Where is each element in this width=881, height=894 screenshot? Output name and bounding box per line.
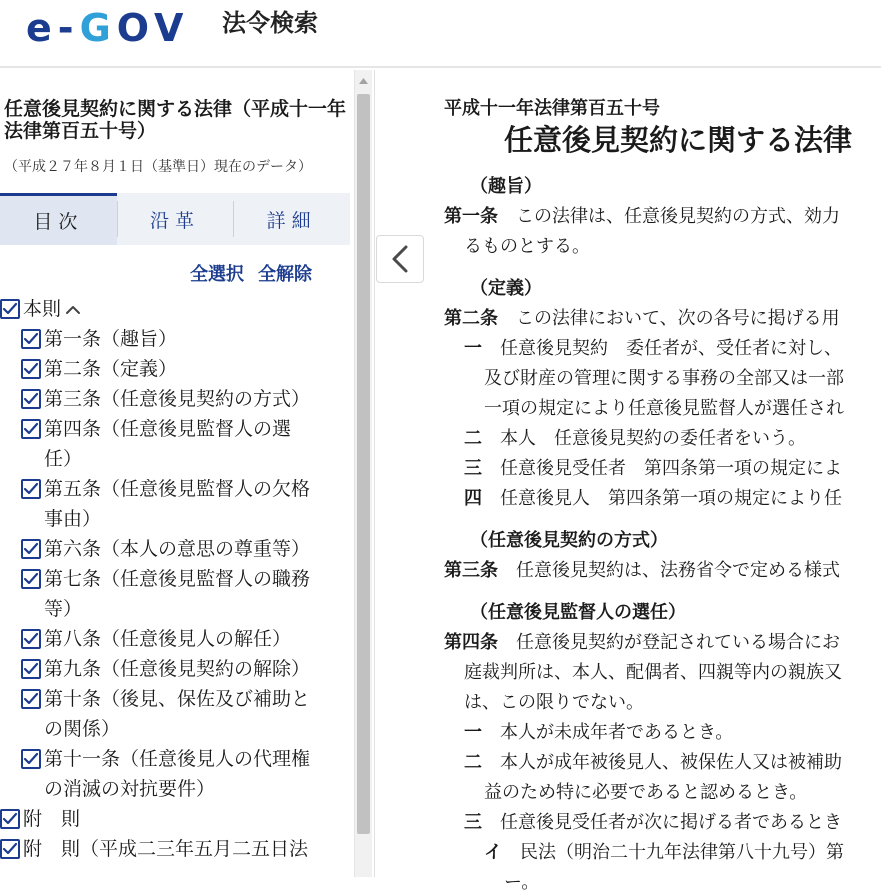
toc-checkbox[interactable] [21,479,41,499]
law-text-line: （趣旨） [470,176,542,197]
law-text [444,70,881,893]
toc-item[interactable] [0,834,350,864]
toc-item-label[interactable]: 第十条（後見、保佐及び補助と の関係） [44,688,311,740]
toc-item[interactable] [0,744,350,804]
law-text-line: 庭裁判所は、本人、配偶者、四親等内の親族又 [464,662,842,683]
site-name[interactable]: 法令検索 [222,9,318,37]
law-text-line: 三 任意後見受任者 第四条第一項の規定によ [464,458,842,479]
toc-item[interactable] [0,414,350,474]
law-text-line: （任意後見契約の方式） [470,530,668,551]
toc-item-label[interactable]: 第五条（任意後見監督人の欠格 事由） [44,478,311,530]
scroll-up-arrow-icon[interactable] [355,74,372,88]
toc-item-label[interactable]: 第四条（任意後見監督人の選 任） [44,418,292,470]
toc-item-label[interactable]: 第十一条（任意後見人の代理権 の消滅の対抗要件） [44,748,311,800]
law-text-line: （定義） [470,278,542,299]
law-text-line: 益のため特に必要であると認めるとき。 [484,782,808,803]
law-text-line: イ 民法（明治二十九年法律第八十九号）第 [484,842,844,863]
law-text-line: 四 任意後見人 第四条第一項の規定により任 [464,488,842,509]
chevron-left-icon [391,245,409,273]
toc-item[interactable] [0,294,350,324]
toc-item[interactable] [0,354,350,384]
law-text-line: 第二条 この法律において、次の各号に掲げる用 [444,308,840,329]
toc-checkbox[interactable] [0,809,20,829]
select-all-link[interactable]: 全選択 [190,264,244,285]
law-date: （平成２７年８月１日（基準日）現在のデータ） [4,159,312,175]
toc-item-label[interactable]: 第九条（任意後見契約の解除） [44,658,311,680]
toc-item-label[interactable]: 第六条（本人の意思の尊重等） [44,538,311,560]
law-text-line: ー。 [504,872,540,893]
site-header [0,0,881,68]
toc-item[interactable] [0,624,350,654]
law-text-line: （任意後見監督人の選任） [470,602,686,623]
toc-checkbox[interactable] [21,329,41,349]
toc-item-label[interactable]: 第三条（任意後見契約の方式） [44,388,311,410]
toc-item[interactable] [0,474,350,534]
toc-checkbox[interactable] [21,629,41,649]
law-text-line: 一項の規定により任意後見監督人が選任され [484,398,844,419]
tab-details[interactable]: 詳細 [233,193,350,245]
tab-history[interactable]: 沿革 [117,193,234,245]
panel-divider [374,70,375,877]
toc-checkbox[interactable] [21,539,41,559]
toc-item[interactable] [0,534,350,564]
toc-item[interactable] [0,804,350,834]
sidebar-tabs [0,193,350,245]
law-text-line: 及び財産の管理に関する事務の全部又は一部 [484,368,844,389]
logo-g: G [79,6,117,50]
toc-item[interactable] [0,564,350,624]
toc-checkbox[interactable] [21,419,41,439]
toc-item-label[interactable]: 第二条（定義） [44,358,178,380]
toc-item[interactable] [0,654,350,684]
logo-dash: - [57,6,80,50]
sidebar [0,70,354,877]
toc-item[interactable] [0,684,350,744]
toc-item-label[interactable]: 本則 [23,294,350,324]
scroll-thumb[interactable] [357,94,370,834]
toc-checkbox[interactable] [21,389,41,409]
toc-item[interactable] [0,324,350,354]
law-text-line: 一 本人が未成年者であるとき。 [464,722,734,743]
select-links [190,260,312,286]
toc-checkbox[interactable] [21,689,41,709]
law-text-line: 第一条 この法律は、任意後見契約の方式、効力 [444,206,840,227]
law-number: 平成十一年法律第百五十号 [444,98,660,119]
law-text-line: 二 本人が成年被後見人、被保佐人又は被補助 [464,752,842,773]
law-text-line: 第三条 任意後見契約は、法務省令で定める様式 [444,560,840,581]
toc-checkbox[interactable] [0,839,20,859]
law-text-line: るものとする。 [464,236,590,257]
toc-checkbox[interactable] [0,299,20,319]
toc-checkbox[interactable] [21,359,41,379]
chevron-up-icon[interactable] [65,302,81,318]
logo-ov: OV [116,6,190,50]
toc-list [0,294,350,864]
law-text-line: 三 任意後見受任者が次に掲げる者であるとき [464,812,842,833]
toc-item-label[interactable]: 第八条（任意後見人の解任） [44,628,292,650]
toc-checkbox[interactable] [21,749,41,769]
law-text-line: 第四条 任意後見契約が登記されている場合にお [444,632,840,653]
sidebar-scrollbar[interactable] [354,70,372,877]
toc-item-label[interactable]: 附 則（平成二三年五月二五日法 [23,838,309,860]
deselect-all-link[interactable]: 全解除 [258,264,312,285]
law-text-line: 二 本人 任意後見契約の委任者をいう。 [464,428,806,449]
toc-item-label[interactable]: 附 則 [23,808,81,830]
law-text-line: は、この限りでない。 [464,692,644,713]
collapse-sidebar-button[interactable] [376,235,424,283]
law-text-line: 一 任意後見契約 委任者が、受任者に対し、 [464,338,842,359]
logo-e: e [26,6,58,50]
egov-logo[interactable] [26,8,189,48]
law-title: 任意後見契約に関する法律（平成十一年法律第百五十号） [4,98,347,142]
toc-checkbox[interactable] [21,659,41,679]
toc-item-label[interactable]: 第一条（趣旨） [44,328,178,350]
tab-toc[interactable]: 目次 [0,193,117,245]
toc-item[interactable] [0,384,350,414]
toc-item-label[interactable]: 第七条（任意後見監督人の職務 等） [44,568,311,620]
law-main-title: 任意後見契約に関する法律 [504,123,853,157]
toc-checkbox[interactable] [21,569,41,589]
